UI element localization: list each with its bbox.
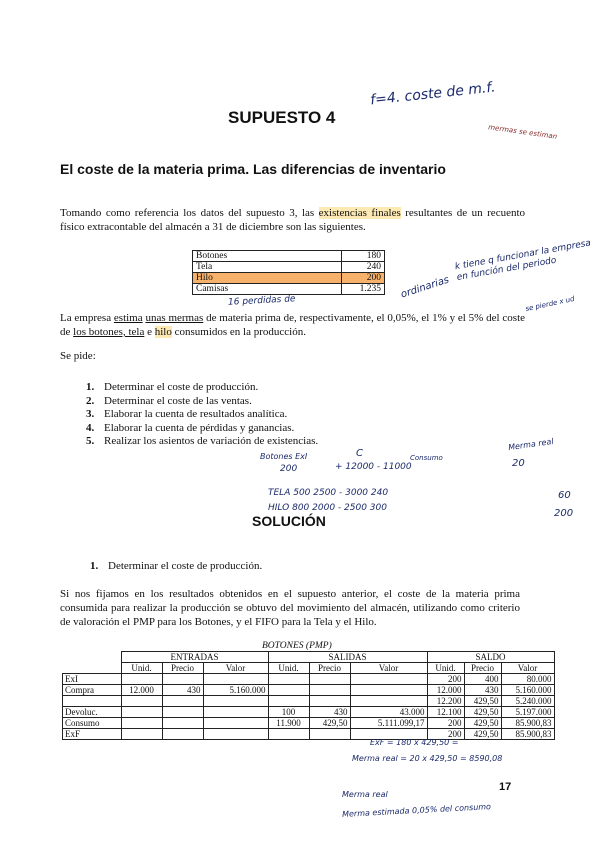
table-cell (162, 696, 203, 707)
handwritten-bottom-4: Merma estimada 0,05% del consumo (341, 802, 492, 819)
step-1-paragraph: Si nos fijamos en los resultados obtenidos en el supuesto anterior, el coste de la materia prima consumida para realizar la producción se obtuvo del movimiento del almacén, utilizando como criterio de valoración el PMP para los Botones, y el FIFO para la Tela y el Hilo. (60, 588, 520, 628)
table-cell: 12.200 (427, 696, 464, 707)
task-item (86, 435, 318, 449)
task-text: Elaborar la cuenta de resultados analítica. (104, 408, 288, 420)
table-cell (121, 674, 162, 685)
table-cell: 200 (427, 674, 464, 685)
table-cell (121, 718, 162, 729)
handwritten-calc-tela: TELA 500 2500 - 3000 240 (268, 488, 389, 498)
page-number: 17 (499, 781, 512, 793)
table-cell: 5.160.000 (203, 685, 268, 696)
table-cell: 11.900 (268, 718, 309, 729)
highlight-existencias: existencias finales (318, 207, 401, 219)
table-row (63, 729, 555, 740)
handwritten-calc-botones-rest: + 12000 - 11000 (335, 462, 412, 472)
table-cell: 429,50 (464, 718, 501, 729)
header-blank (63, 652, 122, 663)
inventory-row (193, 273, 385, 284)
table-cell: 5.111.099,17 (350, 718, 427, 729)
intro-text-b: resultantes de un recuento físico extracontable del almacén a 31 de diciembre son las siguientes. (60, 207, 526, 233)
handwritten-side-note-2: se pierde x ud (524, 294, 576, 314)
task-item (86, 395, 318, 409)
table-cell (162, 729, 203, 740)
inventory-table (192, 250, 385, 295)
table-cell (309, 685, 350, 696)
handwritten-calc-botones-200: 200 (280, 464, 298, 474)
header-blank (63, 663, 122, 674)
inventory-qty: 180 (342, 251, 385, 262)
handwritten-calc-botones-label: Botones ExI (260, 452, 308, 461)
handwritten-side-note-1: mermas se estiman (487, 123, 558, 141)
table-cell: 43.000 (350, 707, 427, 718)
inventory-row (193, 262, 385, 273)
task-item (86, 408, 318, 422)
intro-text-a: Tomando como referencia los datos del supuesto 3, las (60, 207, 315, 219)
table-cell: 400 (464, 674, 501, 685)
table-cell (309, 729, 350, 740)
table-cell: 430 (309, 707, 350, 718)
table-cell: 429,50 (464, 729, 501, 740)
mermas-estima: estima (113, 312, 143, 324)
handwritten-calc-hilo: HILO 800 2000 - 2500 300 (268, 503, 387, 513)
task-item (86, 422, 318, 436)
table-cell: 85.900,83 (501, 718, 554, 729)
table-cell: 200 (427, 718, 464, 729)
table-cell (268, 674, 309, 685)
task-item (86, 381, 318, 395)
table-cell: 85.900,83 (501, 729, 554, 740)
task-text: Determinar el coste de las ventas. (104, 394, 252, 407)
mermas-text-h: consumidos en la producción. (174, 326, 306, 338)
table-cell (309, 674, 350, 685)
mermas-paragraph (60, 311, 525, 339)
handwritten-calc-hilo-merma: 200 (554, 508, 574, 519)
table-cell: 12.000 (121, 685, 162, 696)
inventory-row (193, 284, 385, 295)
table-row (63, 685, 555, 696)
handwritten-bottom-3: Merma real (342, 790, 388, 799)
section-subtitle: El coste de la materia prima. Las diferencias de inventario (60, 161, 446, 177)
task-number: 4. (86, 421, 95, 434)
handwritten-bottom-2: Merma real = 20 x 429,50 = 8590,08 (352, 754, 503, 763)
row-label (63, 696, 122, 707)
table-row (63, 707, 555, 718)
mermas-text-e: e (147, 326, 152, 338)
handwritten-inventory-note: k tiene q funcionar la empresa en función del periodo (454, 238, 592, 284)
table-cell: 430 (162, 685, 203, 696)
handwritten-title-note: f=4. coste de m.f. (369, 79, 497, 109)
task-list (86, 381, 318, 449)
table-row (63, 696, 555, 707)
row-label: Consumo (63, 718, 122, 729)
intro-paragraph (60, 206, 525, 234)
solution-heading: SOLUCIÓN (252, 513, 326, 529)
se-pide-label: Se pide: (60, 350, 96, 362)
table-cell: 5.240.000 (501, 696, 554, 707)
group-header: SALDO (427, 652, 554, 663)
mermas-text-a: La empresa (60, 312, 112, 324)
task-number: 5. (86, 435, 95, 447)
page-title: SUPUESTO 4 (228, 108, 336, 127)
inventory-item: Camisas (193, 284, 342, 295)
group-header: SALIDAS (268, 652, 427, 663)
step-1-number: 1. (90, 560, 99, 572)
handwritten-ordinarias: ordinarias (399, 274, 451, 301)
inventory-qty: 200 (342, 273, 385, 284)
table-cell: 12.000 (427, 685, 464, 696)
table-cell: 200 (427, 729, 464, 740)
task-text: Determinar el coste de producción. (104, 381, 259, 393)
row-label: Compra (63, 685, 122, 696)
inventory-item: Botones (193, 251, 342, 262)
task-number: 1. (86, 381, 95, 393)
inventory-item: Tela (193, 262, 342, 273)
step-1-text: Determinar el coste de producción. (108, 560, 263, 572)
handwritten-calc-botones-merma: 20 (512, 458, 525, 469)
mermas-text-d: de materia prima de, respectivamente, el 0,05%, el 1% y el 5% del coste de (60, 312, 526, 338)
mermas-hilo: hilo (154, 326, 172, 338)
row-label: Devoluc. (63, 707, 122, 718)
task-number: 2. (86, 394, 95, 407)
botones-table-title: BOTONES (PMP) (262, 641, 332, 651)
table-cell (162, 707, 203, 718)
table-cell: 429,50 (464, 696, 501, 707)
table-cell (162, 674, 203, 685)
table-cell (268, 696, 309, 707)
table-cell (203, 696, 268, 707)
column-header: Unid. (268, 663, 309, 674)
handwritten-bottom-1: ExF = 180 x 429,50 = (370, 738, 459, 747)
table-cell: 100 (268, 707, 309, 718)
handwritten-calc-c: C (356, 448, 363, 459)
column-header: Precio (162, 663, 203, 674)
row-label: ExF (63, 729, 122, 740)
inventory-item: Hilo (193, 273, 342, 284)
table-cell (121, 729, 162, 740)
mermas-unas-mermas: unas mermas (145, 312, 204, 324)
column-header: Unid. (427, 663, 464, 674)
table-cell (121, 707, 162, 718)
task-text: Elaborar la cuenta de pérdidas y ganancias. (104, 421, 295, 434)
table-cell (350, 696, 427, 707)
column-header: Valor (203, 663, 268, 674)
table-cell (203, 718, 268, 729)
table-cell (309, 696, 350, 707)
table-cell: 430 (464, 685, 501, 696)
table-cell: 429,50 (464, 707, 501, 718)
table-cell: 5.160.000 (501, 685, 554, 696)
table-row (63, 674, 555, 685)
task-number: 3. (86, 408, 95, 420)
table-cell (203, 707, 268, 718)
column-header: Precio (309, 663, 350, 674)
inventory-row (193, 251, 385, 262)
column-header: Unid. (121, 663, 162, 674)
step-1-heading (90, 560, 262, 572)
handwritten-calc-consumo: Consumo (410, 454, 443, 462)
column-header: Valor (350, 663, 427, 674)
table-cell (350, 685, 427, 696)
table-cell: 429,50 (309, 718, 350, 729)
handwritten-perdidas-note: 16 perdidas de (227, 294, 296, 308)
inventory-qty: 1.235 (342, 284, 385, 295)
botones-pmp-table (62, 651, 555, 740)
handwritten-calc-tela-merma: 60 (558, 490, 571, 501)
table-cell: 12.100 (427, 707, 464, 718)
table-cell (268, 729, 309, 740)
table-cell: 80.000 (501, 674, 554, 685)
mermas-botones-tela: los botones, tela (73, 326, 145, 338)
inventory-qty: 240 (342, 262, 385, 273)
task-text: Realizar los asientos de variación de existencias. (104, 435, 319, 447)
table-cell (268, 685, 309, 696)
table-cell (121, 696, 162, 707)
group-header: ENTRADAS (121, 652, 268, 663)
table-cell: 5.197.000 (501, 707, 554, 718)
table-row (63, 718, 555, 729)
column-header: Valor (501, 663, 554, 674)
row-label: ExI (63, 674, 122, 685)
table-cell (350, 674, 427, 685)
table-cell (203, 729, 268, 740)
table-cell (203, 674, 268, 685)
column-header: Precio (464, 663, 501, 674)
table-cell (162, 718, 203, 729)
handwritten-calc-merma: Merma real (507, 436, 555, 453)
